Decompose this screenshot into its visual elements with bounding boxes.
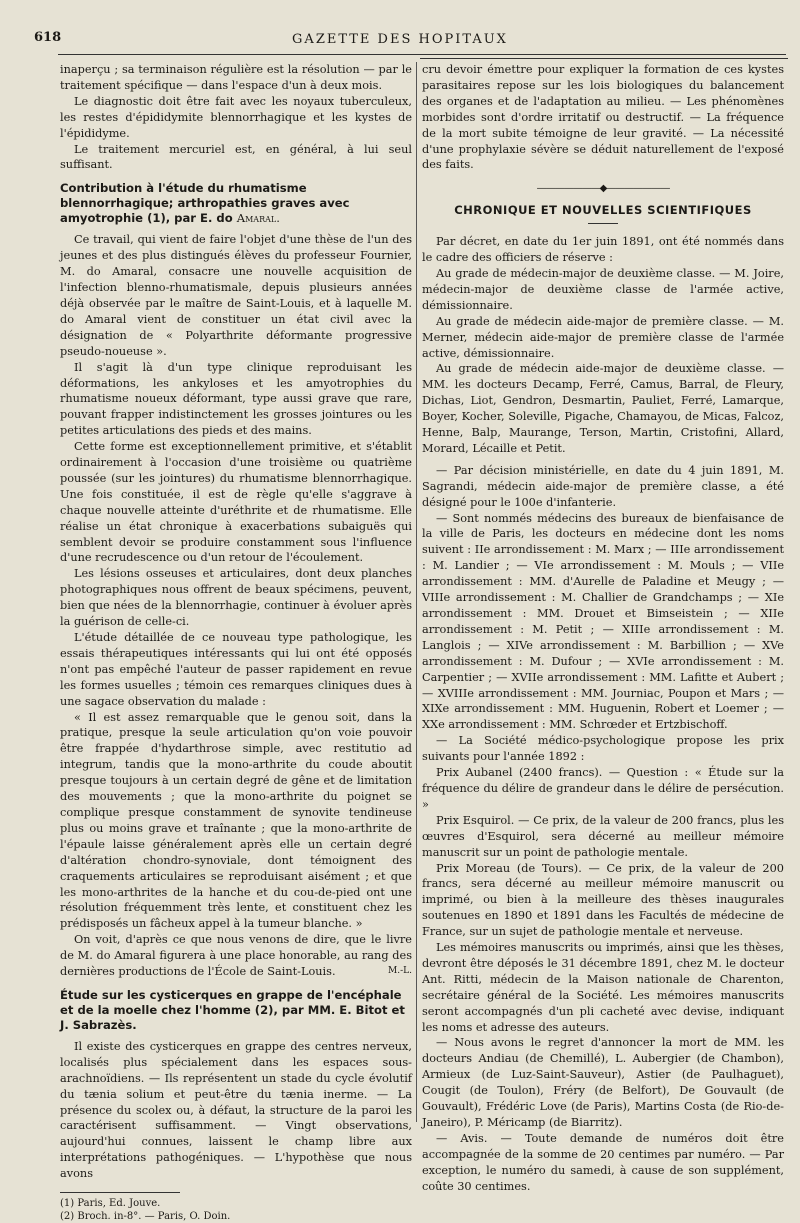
paragraph: Prix Esquirol. — Ce prix, de la valeur de 200 francs, plus les œuvres d'Esquirol, sera décerné au meilleur mémoire manuscrit sur un point de pathologie mentale. (422, 813, 784, 859)
paragraph: — Par décision ministérielle, en date du 4 juin 1891, M. Sagrandi, médecin aide-major de première classe, a été désigné pour le 100e d'infanterie. (422, 463, 784, 509)
left-column (60, 62, 412, 1223)
paragraph: Prix Aubanel (2400 francs). — Question : « Étude sur la fréquence du délire de grandeur dans le délire de persécution. » (422, 766, 784, 811)
paragraph: inaperçu ; sa terminaison régulière est la résolution — par le traitement spécifique — dans l'espace d'un à deux mois. (60, 63, 412, 92)
quotation: « Il est assez remarquable que le genou soit, dans la pratique, presque la seule articulation qu'on voie pouvoir être frappée d'hydarthrose simple, avec restitutio ad integrum, tandis que la mono-arthrite du coude aboutit presque toujours à un certain degré de gêne et de limitation des mouvements ; que la mono-arthrite du poignet se complique presque constamment de synovite tendineuse plus ou moins grave et traînante ; que la mono-arthrite de l'épaule laisse généralement après elle un certain degré d'altération chondro-synoviale, dont témoignent des craquements articulaires se reproduisant aisément ; et que les mono-arthrites de la hanche et du cou-de-pied ont une résolution fréquemment très lente, et constituent chez les prédisposés un fâcheux appel à la tumeur blanche. » (60, 710, 412, 931)
paragraph: cru devoir émettre pour expliquer la formation de ces kystes parasitaires repose sur les lois biologiques du balancement des organes et de l'adaptation au milieu. — Les phénomènes morbides sont d'ordre irritatif ou destructif. — La fréquence de la mort subite témoigne de leur gravité. — La nécessité d'une prophylaxie sévère se déduit naturellement de l'exposé des faits. (422, 63, 784, 172)
paragraph: Au grade de médecin-major de deuxième classe. — M. Joire, médecin-major de deuxième classe de l'armée active, démissionnaire. (422, 266, 784, 312)
paragraph-text: On voit, d'après ce que nous venons de dire, que le livre de M. do Amaral figurera à une place honorable, au rang des dernières productions de l'École de Saint-Louis. (60, 933, 412, 979)
ornament-divider: ———————◆——————— (536, 183, 670, 195)
paragraph: — Sont nommés médecins des bureaux de bienfaisance de la ville de Paris, les docteurs en médecine dont les noms suivent : IIe arrondissement : M. Marx ; — IIIe arrondissement : M. Landier ; — VIe arrondissement : M. Mouls ; — VIIe arrondissement : MM. d'Aurelle de Paladine et Meugy ; — VIIIe arrondissement : M. Challier de Grandchamps ; — XIe arrondissement : MM. Drouet et Bimseistein ; — XIIe arrondissement : M. Petit ; — XIIIe arrondissement : M. Langlois ; — XIVe arrondissement : M. Barbillion ; — XVe arrondissement : M. Dufour ; — XVIe arrondissement : M. Carpentier ; — XVIIe arrondissement : MM. Lafitte et Aubert ; — XVIIIe arrondissement : MM. Journiac, Poupon et Mars ; — XIXe arrondissement : MM. Huguenin, Robert et Loemer ; — XXe arrondissement : MM. Schrœder et Ertzbischoff. (422, 511, 784, 732)
paragraph: Au grade de médecin aide-major de deuxième classe. — MM. les docteurs Decamp, Ferré, Camus, Barral, de Fleury, Dichas, Liot, Gendron, Desmartin, Pauliet, Ferré, Lamarque, Boyer, Kocher, Soleville, Pigache, Chamayou, de Micas, Falcoz, Henne, Balp, Maurange, Terson, Martin, Cristofini, Allard, Morard, Lécaille et Petit. (422, 362, 784, 455)
paragraph: Ce travail, qui vient de faire l'objet d'une thèse de l'un des jeunes et des plus distingués élèves du professeur Fournier, M. do Amaral, consacre une nouvelle acquisition de l'infection blenno-rhumatismale, depuis plusieurs années déjà observée par le maître de Saint-Louis, et à laquelle M. do Amaral vient de constituer un état civil avec la désignation de « Polyarthrite déformante progressive pseudo-noueuse ». (60, 233, 412, 358)
article-title (60, 181, 412, 226)
footnote: (1) Paris, Ed. Jouve. (60, 1198, 161, 1210)
paragraph: Les mémoires manuscrits ou imprimés, ainsi que les thèses, devront être déposés le 31 décembre 1891, chez M. le docteur Ant. Ritti, médecin de la Maison nationale de Charenton, secrétaire général de la Société. Les mémoires manuscrits seront accompagnés d'un pli cacheté avec devise, indiquant les noms et adresse des auteurs. (422, 941, 784, 1034)
journal-title: GAZETTE DES HOPITAUX (292, 32, 508, 47)
page-number: 618 (34, 30, 62, 45)
paragraph: — La Société médico-psychologique propose les prix suivants pour l'année 1892 : (422, 734, 784, 764)
paragraph: Il s'agit là d'un type clinique reproduisant les déformations, les ankyloses et les amyotrophies du rhumatisme noueux déformant, type aussi grave que rare, pouvant frapper indistinctement les grosses jointures ou les petites articulations des pieds et des mains. (60, 360, 412, 438)
paragraph: Le diagnostic doit être fait avec les noyaux tuberculeux, les restes d'épididymite blennorrhagique et les kystes de l'épididyme. (60, 94, 412, 140)
section-title: CHRONIQUE ET NOUVELLES SCIENTIFIQUES (454, 203, 752, 218)
paragraph: Cette forme est exceptionnellement primitive, et s'établit ordinairement à l'occasion d'une troisième ou quatrième poussée (sur les jointures) du rhumatisme blennorrhagique. Une fois constituée, il est de règle qu'elle s'aggrave à chaque nouvelle atteinte d'uréthrite et de rhumatisme. Elle réalise un état chronique à exacerbations subaiguës qui semblent devoir se produire constamment sous l'influence d'une recrudescence ou d'un retour de l'écoulement. (60, 440, 412, 565)
header-rule (58, 54, 786, 55)
paragraph: Le traitement mercuriel est, en général, à lui seul suffisant. (60, 142, 412, 172)
paragraph: Par décret, en date du 1er juin 1891, ont été nommés dans le cadre des officiers de réserve : (422, 235, 784, 265)
article-title-text: Contribution à l'étude du rhumatisme blennorrhagique; arthropathies graves avec amyotrophie (1), par E. do (60, 181, 350, 226)
paragraph: — Avis. — Toute demande de numéros doit être accompagnée de la somme de 20 centimes par numéro. — Par exception, le numéro du samedi, à cause de son supplément, coûte 30 centimes. (422, 1131, 784, 1193)
paragraph: — Nous avons le regret d'annoncer la mort de MM. les docteurs Andiau (de Chemillé), L. Aubergier (de Chambon), Armieux (de Luz-Saint-Sauveur), Astier (de Paulhaguet), Cougit (de Toulon), Fréry (de Belfort), De Gouvault (de Gouvault), Frédéric Love (de Paris), Martins Costa (de Rio-de-Janeiro), P. Méricamp (de Biarritz). (422, 1036, 784, 1129)
column-separator (416, 62, 417, 1122)
paragraph: L'étude détaillée de ce nouveau type pathologique, les essais thérapeutiques intéressants qui lui ont été opposés n'ont pas empêché l'auteur de passer rapidement en revue les formes usuelles ; témoin ces remarques cliniques dues à une sagace observation du malade : (60, 631, 412, 708)
paragraph: Les lésions osseuses et articulaires, dont deux planches photographiques nous offrent de beaux spécimens, peuvent, bien que nées de la blennorrhagie, continuer à évoluer après la guérison de celle-ci. (60, 567, 412, 629)
paragraph: Prix Moreau (de Tours). — Ce prix, de la valeur de 200 francs, sera décerné au meilleur mémoire manuscrit ou imprimé, ou bien à la meilleure des thèses inaugurales soutenues en 1890 et 1891 dans les Facultés de médecine de France, sur un sujet de pathologie mentale et nerveuse. (422, 861, 784, 939)
signature: M.-L. (388, 966, 412, 977)
paragraph (60, 932, 412, 980)
header-rule-right (420, 58, 788, 59)
footnote: (2) Broch. in-8°. — Paris, O. Doin. (60, 1211, 231, 1223)
page-header (0, 24, 800, 54)
right-column (422, 62, 784, 1195)
section-rule (588, 223, 618, 224)
footnote-rule (60, 1192, 180, 1193)
paragraph: Il existe des cysticerques en grappe des centres nerveux, localisés plus spécialement dans les espaces sous-arachnoïdiens. — Ils représentent un stade du cycle évolutif du tænia solium et peut-être du tænia inerme. — La présence du scolex ou, à défaut, la structure de la paroi les caractérisent suffisamment. — Vingt observations, aujourd'hui connues, laissent le champ libre aux interprétations pathogéniques. — L'hypothèse que nous avons (60, 1039, 412, 1181)
article-title: Étude sur les cysticerques en grappe de l'encéphale et de la moelle chez l'homme (2), par MM. E. Bitot et J. Sabrazès. (60, 987, 405, 1032)
paragraph: Au grade de médecin aide-major de première classe. — M. Merner, médecin aide-major de première classe de l'armée active, démissionnaire. (422, 314, 784, 360)
article-author: Amaral. (236, 211, 280, 226)
